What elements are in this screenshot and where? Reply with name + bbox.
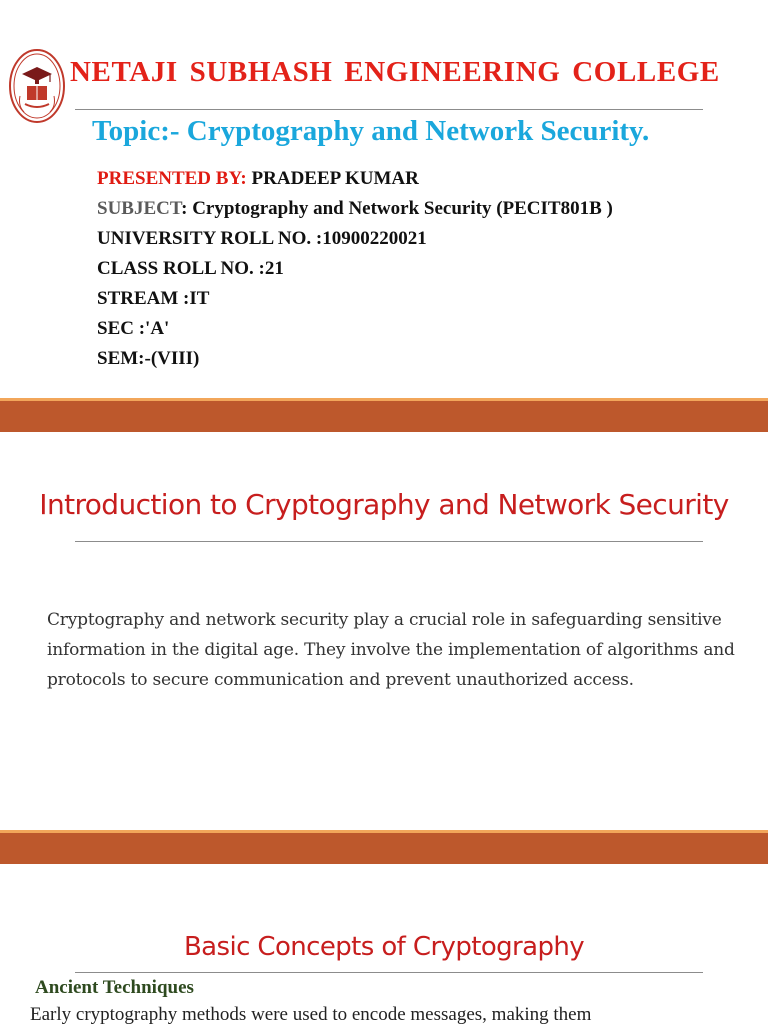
semester: SEM:-(VIII): [97, 348, 200, 369]
subject-label: SUBJECT: [97, 198, 182, 219]
subject-value: : Cryptography and Network Security (PECIT801B ): [181, 198, 613, 219]
ancient-techniques-body: Early cryptography methods were used to encode messages, making them: [30, 1004, 592, 1025]
intro-title: Introduction to Cryptography and Network Security: [39, 488, 729, 521]
slide-divider: [0, 833, 768, 864]
topic-heading: Topic:- Cryptography and Network Security.: [92, 115, 650, 147]
title-slide: [0, 0, 768, 398]
college-logo-icon: [8, 48, 66, 124]
stream: STREAM :IT: [97, 288, 210, 309]
presenter-name: PRADEEP KUMAR: [246, 168, 419, 189]
presented-by-line: [97, 168, 419, 190]
class-roll: CLASS ROLL NO. :21: [97, 258, 284, 279]
college-name: NETAJI SUBHASH ENGINEERING COLLEGE: [70, 56, 720, 88]
intro-body: Cryptography and network security play a crucial role in safeguarding sensitive information in the digital age. They involve the implementation of algorithms and protocols to secure communication and prevent unauthorized access.: [47, 610, 735, 690]
presented-by-label: PRESENTED BY:: [97, 168, 247, 189]
slide-divider: [0, 401, 768, 432]
section: SEC :'A': [97, 318, 170, 339]
basic-concepts-title: Basic Concepts of Cryptography: [183, 932, 585, 962]
header-rule: [75, 109, 703, 110]
subject-line: [97, 198, 613, 220]
basic-rule: [75, 972, 703, 973]
university-roll: UNIVERSITY ROLL NO. :10900220021: [97, 228, 427, 249]
ancient-techniques-heading: Ancient Techniques: [35, 977, 194, 998]
intro-rule: [75, 541, 703, 542]
